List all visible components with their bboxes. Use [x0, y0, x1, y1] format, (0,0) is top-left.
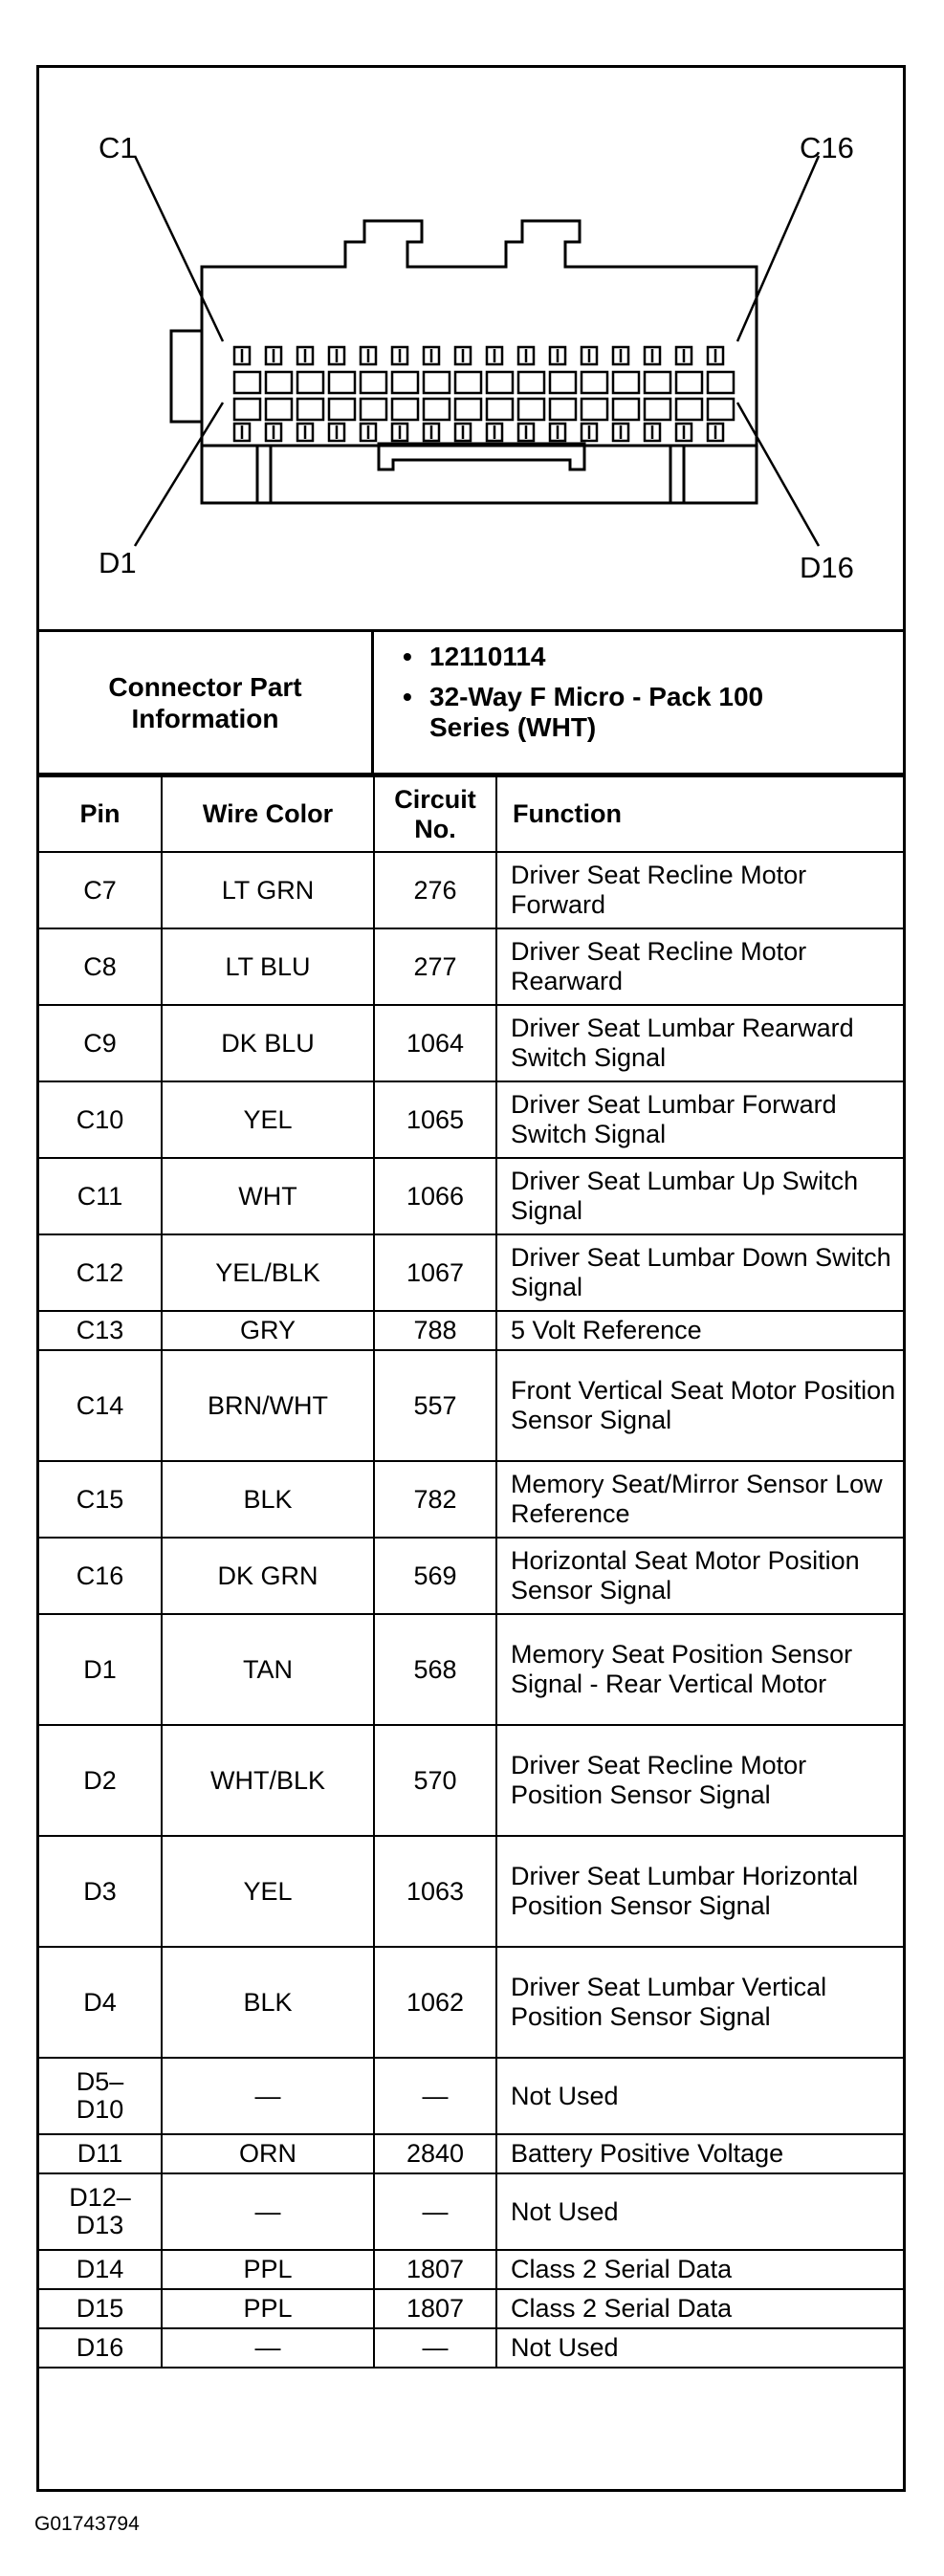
wire-color-cell: YEL/BLK [162, 1234, 374, 1311]
function-cell: Memory Seat/Mirror Sensor Low Reference [496, 1461, 903, 1538]
table-row [39, 1461, 903, 1538]
pin-cell: D14 [39, 2250, 162, 2289]
table-row [39, 1350, 903, 1461]
circuit-cell: 276 [374, 852, 496, 928]
part-number-item [403, 642, 884, 672]
circuit-cell: — [374, 2058, 496, 2134]
wire-color-cell: — [162, 2328, 374, 2368]
wire-color-cell: WHT [162, 1158, 374, 1234]
pin-cavity [582, 399, 607, 420]
table-row [39, 1005, 903, 1081]
pin-cavity [392, 372, 418, 393]
table-row [39, 1538, 903, 1614]
circuit-cell: 788 [374, 1311, 496, 1350]
pin-cavity [487, 372, 513, 393]
circuit-cell: — [374, 2328, 496, 2368]
label-d1: D1 [99, 546, 137, 579]
pin-cell: D3 [39, 1836, 162, 1947]
header-circuit-no: Circuit No. [374, 776, 496, 852]
table-row [39, 2250, 903, 2289]
function-cell: Class 2 Serial Data [496, 2250, 903, 2289]
function-cell: Driver Seat Lumbar Vertical Position Sensor Signal [496, 1947, 903, 2058]
circuit-cell: 1066 [374, 1158, 496, 1234]
pin-cavity [582, 372, 607, 393]
pin-cell: C13 [39, 1311, 162, 1350]
pin-cell: C8 [39, 928, 162, 1005]
function-cell: Driver Seat Lumbar Down Switch Signal [496, 1234, 903, 1311]
label-d16: D16 [800, 551, 854, 584]
pin-cell: C12 [39, 1234, 162, 1311]
table-row [39, 1081, 903, 1158]
table-row [39, 928, 903, 1005]
pin-cavity [613, 399, 639, 420]
pin-cavity [329, 399, 355, 420]
pin-cavity [392, 399, 418, 420]
wire-color-cell: WHT/BLK [162, 1725, 374, 1836]
function-cell: Horizontal Seat Motor Position Sensor Signal [496, 1538, 903, 1614]
pin-cell: C15 [39, 1461, 162, 1538]
pin-cavity [550, 399, 576, 420]
pin-cavity [708, 372, 734, 393]
pin-cavity [518, 372, 544, 393]
pin-cavity [518, 399, 544, 420]
circuit-cell: 1063 [374, 1836, 496, 1947]
function-cell: Class 2 Serial Data [496, 2289, 903, 2328]
pin-cavity [613, 372, 639, 393]
circuit-cell: 568 [374, 1614, 496, 1725]
pin-cell: C7 [39, 852, 162, 928]
pin-cell: D16 [39, 2328, 162, 2368]
pin-cavity [329, 372, 355, 393]
function-cell: Driver Seat Recline Motor Forward [496, 852, 903, 928]
figure-code: G01743794 [34, 2513, 140, 2535]
pin-cell: D1 [39, 1614, 162, 1725]
header-wire-color: Wire Color [162, 776, 374, 852]
pin-cavity [361, 372, 386, 393]
wire-color-cell: — [162, 2058, 374, 2134]
wire-color-cell: DK GRN [162, 1538, 374, 1614]
connector-part-values [374, 632, 903, 773]
pin-cavity [297, 399, 323, 420]
circuit-cell: 782 [374, 1461, 496, 1538]
circuit-cell: 1067 [374, 1234, 496, 1311]
wire-color-cell: BRN/WHT [162, 1350, 374, 1461]
pin-cavity [676, 372, 702, 393]
connector-sheet [36, 65, 906, 2492]
label-c16: C16 [800, 131, 854, 164]
pin-cavity [424, 372, 450, 393]
wire-color-cell: — [162, 2173, 374, 2250]
pin-cavity [550, 372, 576, 393]
circuit-cell: 570 [374, 1725, 496, 1836]
table-row [39, 1158, 903, 1234]
wire-color-cell: BLK [162, 1947, 374, 2058]
pin-cavity [297, 372, 323, 393]
wire-color-cell: LT GRN [162, 852, 374, 928]
circuit-cell: 1065 [374, 1081, 496, 1158]
circuit-cell: 1064 [374, 1005, 496, 1081]
table-row [39, 2328, 903, 2368]
function-cell: Driver Seat Recline Motor Rearward [496, 928, 903, 1005]
pin-cavity [361, 399, 386, 420]
pin-table [39, 775, 903, 2369]
bullet-icon: • [403, 642, 412, 671]
pin-cell: D15 [39, 2289, 162, 2328]
pin-cavity [455, 372, 481, 393]
circuit-cell: 557 [374, 1350, 496, 1461]
pin-cavity [645, 372, 670, 393]
table-row [39, 1725, 903, 1836]
wire-color-cell: TAN [162, 1614, 374, 1725]
pin-cavity [645, 399, 670, 420]
pin-cavity [234, 399, 260, 420]
function-cell: Driver Seat Lumbar Forward Switch Signal [496, 1081, 903, 1158]
table-row [39, 852, 903, 928]
pin-cavity [708, 399, 734, 420]
connector-face-drawing [39, 68, 903, 629]
table-header-row [39, 776, 903, 852]
table-row [39, 1614, 903, 1725]
function-cell: Memory Seat Position Sensor Signal - Rear Vertical Motor [496, 1614, 903, 1725]
table-row [39, 2058, 903, 2134]
connector-part-label: Connector Part Information [39, 632, 374, 773]
part-description: 32-Way F Micro - Pack 100 Series (WHT) [429, 682, 764, 742]
pin-cavity [487, 399, 513, 420]
pin-cell: C11 [39, 1158, 162, 1234]
part-description-item [403, 682, 884, 743]
circuit-cell: 2840 [374, 2134, 496, 2173]
wire-color-cell: DK BLU [162, 1005, 374, 1081]
header-function: Function [496, 776, 903, 852]
table-row [39, 1311, 903, 1350]
function-cell: 5 Volt Reference [496, 1311, 903, 1350]
wire-color-cell: BLK [162, 1461, 374, 1538]
table-row [39, 1947, 903, 2058]
header-pin: Pin [39, 776, 162, 852]
pin-cavity [234, 372, 260, 393]
table-row [39, 2289, 903, 2328]
connector-part-information [39, 632, 903, 775]
circuit-cell: 277 [374, 928, 496, 1005]
function-cell: Front Vertical Seat Motor Position Sensor Signal [496, 1350, 903, 1461]
pin-cell: D12–D13 [39, 2173, 162, 2250]
label-c1: C1 [99, 131, 137, 164]
wire-color-cell: YEL [162, 1081, 374, 1158]
function-cell: Not Used [496, 2328, 903, 2368]
pin-cavity [266, 372, 292, 393]
pin-cell: D11 [39, 2134, 162, 2173]
pin-cell: C10 [39, 1081, 162, 1158]
wire-color-cell: YEL [162, 1836, 374, 1947]
function-cell: Driver Seat Recline Motor Position Sensor Signal [496, 1725, 903, 1836]
table-row [39, 2134, 903, 2173]
pin-cell: D5–D10 [39, 2058, 162, 2134]
function-cell: Not Used [496, 2058, 903, 2134]
pin-cell: C14 [39, 1350, 162, 1461]
function-cell: Driver Seat Lumbar Rearward Switch Signal [496, 1005, 903, 1081]
table-row [39, 2173, 903, 2250]
function-cell: Battery Positive Voltage [496, 2134, 903, 2173]
table-row [39, 1234, 903, 1311]
pin-cavity [424, 399, 450, 420]
wire-color-cell: ORN [162, 2134, 374, 2173]
pin-cell: C16 [39, 1538, 162, 1614]
bullet-icon: • [403, 682, 412, 711]
wire-color-cell: PPL [162, 2250, 374, 2289]
pin-cavity [266, 399, 292, 420]
pin-cavity [455, 399, 481, 420]
circuit-cell: 1062 [374, 1947, 496, 2058]
circuit-cell: — [374, 2173, 496, 2250]
table-row [39, 1836, 903, 1947]
wire-color-cell: LT BLU [162, 928, 374, 1005]
circuit-cell: 1807 [374, 2289, 496, 2328]
wire-color-cell: GRY [162, 1311, 374, 1350]
circuit-cell: 1807 [374, 2250, 496, 2289]
connector-diagram [39, 68, 903, 632]
wire-color-cell: PPL [162, 2289, 374, 2328]
part-number: 12110114 [429, 642, 546, 671]
pin-cell: D2 [39, 1725, 162, 1836]
pin-cell: C9 [39, 1005, 162, 1081]
function-cell: Not Used [496, 2173, 903, 2250]
function-cell: Driver Seat Lumbar Up Switch Signal [496, 1158, 903, 1234]
pin-cavity [676, 399, 702, 420]
circuit-cell: 569 [374, 1538, 496, 1614]
function-cell: Driver Seat Lumbar Horizontal Position Sensor Signal [496, 1836, 903, 1947]
pin-cell: D4 [39, 1947, 162, 2058]
